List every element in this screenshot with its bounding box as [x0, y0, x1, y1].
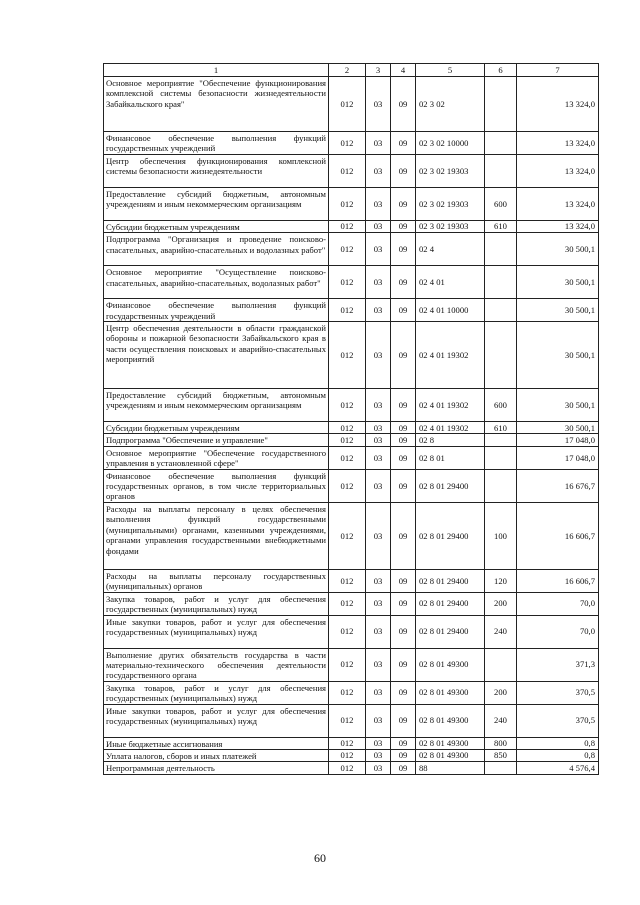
ministry-code-cell: 012 — [329, 77, 366, 132]
amount-cell: 30 500,1 — [517, 422, 599, 434]
table-row — [104, 592, 599, 615]
expense-type-cell: 600 — [485, 389, 517, 422]
target-article-cell: 02 8 01 29400 — [416, 502, 485, 569]
expense-type-cell: 200 — [485, 592, 517, 615]
table-row — [104, 132, 599, 155]
target-article-cell: 02 3 02 19303 — [416, 187, 485, 220]
row-name-cell: Закупка товаров, работ и услуг для обеспечения государственных (муниципальных) нужд — [104, 592, 329, 615]
table-row — [104, 266, 599, 299]
expense-type-cell — [485, 434, 517, 446]
amount-cell: 70,0 — [517, 592, 599, 615]
target-article-cell: 02 4 01 19302 — [416, 389, 485, 422]
subsection-cell: 09 — [391, 648, 416, 681]
row-name-cell: Расходы на выплаты персоналу государственных (муниципальных) органов — [104, 569, 329, 592]
amount-cell: 16 606,7 — [517, 569, 599, 592]
subsection-cell: 09 — [391, 615, 416, 648]
ministry-code-cell: 012 — [329, 187, 366, 220]
target-article-cell: 02 8 — [416, 434, 485, 446]
subsection-cell: 09 — [391, 749, 416, 761]
ministry-code-cell: 012 — [329, 434, 366, 446]
target-article-cell: 02 3 02 19303 — [416, 154, 485, 187]
target-article-cell: 02 8 01 49300 — [416, 749, 485, 761]
row-name-cell: Закупка товаров, работ и услуг для обеспечения государственных (муниципальных) нужд — [104, 681, 329, 704]
ministry-code-cell: 012 — [329, 592, 366, 615]
ministry-code-cell: 012 — [329, 322, 366, 389]
ministry-code-cell: 012 — [329, 749, 366, 761]
target-article-cell: 02 8 01 49300 — [416, 648, 485, 681]
section-cell: 03 — [366, 132, 391, 155]
expense-type-cell — [485, 154, 517, 187]
amount-cell: 30 500,1 — [517, 322, 599, 389]
expense-type-cell — [485, 762, 517, 774]
expense-type-cell: 850 — [485, 749, 517, 761]
table-row — [104, 233, 599, 266]
table-row — [104, 749, 599, 761]
table-row — [104, 648, 599, 681]
section-cell: 03 — [366, 737, 391, 749]
amount-cell: 17 048,0 — [517, 434, 599, 446]
ministry-code-cell: 012 — [329, 615, 366, 648]
header-col-5: 5 — [416, 64, 485, 77]
target-article-cell: 02 3 02 19303 — [416, 220, 485, 232]
target-article-cell: 02 4 — [416, 233, 485, 266]
section-cell: 03 — [366, 469, 391, 502]
row-name-cell: Субсидии бюджетным учреждениям — [104, 220, 329, 232]
amount-cell: 13 324,0 — [517, 220, 599, 232]
row-name-cell: Центр обеспечения деятельности в области гражданской обороны и пожарной безопасности Забайкальского края в части осуществления поисковых и аварийно-спасательных мероприятий — [104, 322, 329, 389]
ministry-code-cell: 012 — [329, 762, 366, 774]
ministry-code-cell: 012 — [329, 681, 366, 704]
amount-cell: 16 676,7 — [517, 469, 599, 502]
section-cell: 03 — [366, 77, 391, 132]
amount-cell: 30 500,1 — [517, 299, 599, 322]
subsection-cell: 09 — [391, 592, 416, 615]
table-row — [104, 434, 599, 446]
header-col-4: 4 — [391, 64, 416, 77]
amount-cell: 371,3 — [517, 648, 599, 681]
subsection-cell: 09 — [391, 266, 416, 299]
target-article-cell: 02 8 01 29400 — [416, 569, 485, 592]
ministry-code-cell: 012 — [329, 469, 366, 502]
section-cell: 03 — [366, 322, 391, 389]
subsection-cell: 09 — [391, 681, 416, 704]
row-name-cell: Предоставление субсидий бюджетным, автономным учреждениям и иным некоммерческим организациям — [104, 187, 329, 220]
subsection-cell: 09 — [391, 77, 416, 132]
section-cell: 03 — [366, 681, 391, 704]
row-name-cell: Центр обеспечения функционирования комплексной системы безопасности жизнедеятельности — [104, 154, 329, 187]
subsection-cell: 09 — [391, 502, 416, 569]
target-article-cell: 02 8 01 29400 — [416, 615, 485, 648]
target-article-cell: 88 — [416, 762, 485, 774]
expense-type-cell: 610 — [485, 422, 517, 434]
row-name-cell: Субсидии бюджетным учреждениям — [104, 422, 329, 434]
target-article-cell: 02 4 01 19302 — [416, 422, 485, 434]
subsection-cell: 09 — [391, 737, 416, 749]
amount-cell: 30 500,1 — [517, 266, 599, 299]
subsection-cell: 09 — [391, 187, 416, 220]
expense-type-cell — [485, 648, 517, 681]
amount-cell: 370,5 — [517, 681, 599, 704]
table-row — [104, 389, 599, 422]
ministry-code-cell: 012 — [329, 704, 366, 737]
section-cell: 03 — [366, 389, 391, 422]
subsection-cell: 09 — [391, 154, 416, 187]
row-name-cell: Основное мероприятие "Обеспечение государственного управления в установленной сфере" — [104, 446, 329, 469]
amount-cell: 13 324,0 — [517, 77, 599, 132]
amount-cell: 0,8 — [517, 749, 599, 761]
section-cell: 03 — [366, 446, 391, 469]
expense-type-cell: 240 — [485, 704, 517, 737]
table-row — [104, 762, 599, 774]
row-name-cell: Выполнение других обязательств государства в части материально-технического обеспечения деятельности государственного органа — [104, 648, 329, 681]
row-name-cell: Основное мероприятие "Осуществление поисково-спасательных, аварийно-спасательных, водолазных работ" — [104, 266, 329, 299]
row-name-cell: Предоставление субсидий бюджетным, автономным учреждениям и иным некоммерческим организациям — [104, 389, 329, 422]
expense-type-cell — [485, 322, 517, 389]
amount-cell: 4 576,4 — [517, 762, 599, 774]
ministry-code-cell: 012 — [329, 737, 366, 749]
ministry-code-cell: 012 — [329, 233, 366, 266]
expense-type-cell — [485, 469, 517, 502]
amount-cell: 30 500,1 — [517, 233, 599, 266]
table-row — [104, 299, 599, 322]
target-article-cell: 02 8 01 29400 — [416, 469, 485, 502]
expense-type-cell: 100 — [485, 502, 517, 569]
section-cell: 03 — [366, 299, 391, 322]
section-cell: 03 — [366, 704, 391, 737]
table-header-row — [104, 64, 599, 77]
table-row — [104, 77, 599, 132]
header-col-3: 3 — [366, 64, 391, 77]
section-cell: 03 — [366, 154, 391, 187]
header-col-1: 1 — [104, 64, 329, 77]
section-cell: 03 — [366, 762, 391, 774]
amount-cell: 17 048,0 — [517, 446, 599, 469]
row-name-cell: Основное мероприятие "Обеспечение функционирования комплексной системы безопасности жизнедеятельности Забайкальского края" — [104, 77, 329, 132]
subsection-cell: 09 — [391, 434, 416, 446]
target-article-cell: 02 4 01 10000 — [416, 299, 485, 322]
ministry-code-cell: 012 — [329, 132, 366, 155]
row-name-cell: Иные закупки товаров, работ и услуг для обеспечения государственных (муниципальных) нужд — [104, 615, 329, 648]
section-cell: 03 — [366, 187, 391, 220]
subsection-cell: 09 — [391, 233, 416, 266]
row-name-cell: Финансовое обеспечение выполнения функций государственных органов, в том числе территориальных органов — [104, 469, 329, 502]
section-cell: 03 — [366, 220, 391, 232]
subsection-cell: 09 — [391, 469, 416, 502]
expense-type-cell — [485, 132, 517, 155]
table-row — [104, 615, 599, 648]
ministry-code-cell: 012 — [329, 389, 366, 422]
subsection-cell: 09 — [391, 132, 416, 155]
amount-cell: 70,0 — [517, 615, 599, 648]
table-row — [104, 187, 599, 220]
budget-table — [103, 63, 599, 775]
ministry-code-cell: 012 — [329, 422, 366, 434]
subsection-cell: 09 — [391, 762, 416, 774]
subsection-cell: 09 — [391, 220, 416, 232]
amount-cell: 13 324,0 — [517, 187, 599, 220]
expense-type-cell — [485, 266, 517, 299]
row-name-cell: Непрограммная деятельность — [104, 762, 329, 774]
table-row — [104, 681, 599, 704]
expense-type-cell — [485, 299, 517, 322]
section-cell: 03 — [366, 502, 391, 569]
target-article-cell: 02 3 02 — [416, 77, 485, 132]
section-cell: 03 — [366, 569, 391, 592]
target-article-cell: 02 4 01 — [416, 266, 485, 299]
table-row — [104, 220, 599, 232]
table-row — [104, 502, 599, 569]
row-name-cell: Расходы на выплаты персоналу в целях обеспечения выполнения функций государственными (муниципальными) органами, казенными учреждениями, органами управления государственными внебюджетными фондами — [104, 502, 329, 569]
target-article-cell: 02 8 01 — [416, 446, 485, 469]
expense-type-cell — [485, 233, 517, 266]
table-row — [104, 154, 599, 187]
section-cell: 03 — [366, 233, 391, 266]
row-name-cell: Финансовое обеспечение выполнения функций государственных учреждений — [104, 299, 329, 322]
target-article-cell: 02 8 01 49300 — [416, 737, 485, 749]
amount-cell: 13 324,0 — [517, 154, 599, 187]
expense-type-cell: 800 — [485, 737, 517, 749]
table-row — [104, 446, 599, 469]
amount-cell: 30 500,1 — [517, 389, 599, 422]
subsection-cell: 09 — [391, 704, 416, 737]
table-row — [104, 469, 599, 502]
subsection-cell: 09 — [391, 446, 416, 469]
row-name-cell: Уплата налогов, сборов и иных платежей — [104, 749, 329, 761]
section-cell: 03 — [366, 749, 391, 761]
ministry-code-cell: 012 — [329, 502, 366, 569]
target-article-cell: 02 4 01 19302 — [416, 322, 485, 389]
row-name-cell: Подпрограмма "Обеспечение и управление" — [104, 434, 329, 446]
amount-cell: 0,8 — [517, 737, 599, 749]
section-cell: 03 — [366, 615, 391, 648]
ministry-code-cell: 012 — [329, 648, 366, 681]
target-article-cell: 02 3 02 10000 — [416, 132, 485, 155]
expense-type-cell: 120 — [485, 569, 517, 592]
section-cell: 03 — [366, 592, 391, 615]
page-number: 60 — [314, 851, 326, 865]
amount-cell: 370,5 — [517, 704, 599, 737]
subsection-cell: 09 — [391, 422, 416, 434]
amount-cell: 13 324,0 — [517, 132, 599, 155]
ministry-code-cell: 012 — [329, 299, 366, 322]
expense-type-cell: 610 — [485, 220, 517, 232]
table-row — [104, 569, 599, 592]
ministry-code-cell: 012 — [329, 569, 366, 592]
table-row — [104, 422, 599, 434]
header-col-7: 7 — [517, 64, 599, 77]
subsection-cell: 09 — [391, 322, 416, 389]
expense-type-cell — [485, 77, 517, 132]
header-col-6: 6 — [485, 64, 517, 77]
section-cell: 03 — [366, 434, 391, 446]
ministry-code-cell: 012 — [329, 446, 366, 469]
ministry-code-cell: 012 — [329, 220, 366, 232]
section-cell: 03 — [366, 648, 391, 681]
row-name-cell: Подпрограмма "Организация и проведение поисково-спасательных, аварийно-спасательных и водолазных работ" — [104, 233, 329, 266]
expense-type-cell — [485, 446, 517, 469]
amount-cell: 16 606,7 — [517, 502, 599, 569]
subsection-cell: 09 — [391, 569, 416, 592]
row-name-cell: Финансовое обеспечение выполнения функций государственных учреждений — [104, 132, 329, 155]
ministry-code-cell: 012 — [329, 154, 366, 187]
expense-type-cell: 200 — [485, 681, 517, 704]
table-body — [104, 77, 599, 775]
table-row — [104, 322, 599, 389]
subsection-cell: 09 — [391, 299, 416, 322]
target-article-cell: 02 8 01 49300 — [416, 704, 485, 737]
target-article-cell: 02 8 01 49300 — [416, 681, 485, 704]
row-name-cell: Иные закупки товаров, работ и услуг для обеспечения государственных (муниципальных) нужд — [104, 704, 329, 737]
header-col-2: 2 — [329, 64, 366, 77]
expense-type-cell: 600 — [485, 187, 517, 220]
table-row — [104, 704, 599, 737]
table-row — [104, 737, 599, 749]
subsection-cell: 09 — [391, 389, 416, 422]
section-cell: 03 — [366, 422, 391, 434]
target-article-cell: 02 8 01 29400 — [416, 592, 485, 615]
section-cell: 03 — [366, 266, 391, 299]
expense-type-cell: 240 — [485, 615, 517, 648]
row-name-cell: Иные бюджетные ассигнования — [104, 737, 329, 749]
ministry-code-cell: 012 — [329, 266, 366, 299]
